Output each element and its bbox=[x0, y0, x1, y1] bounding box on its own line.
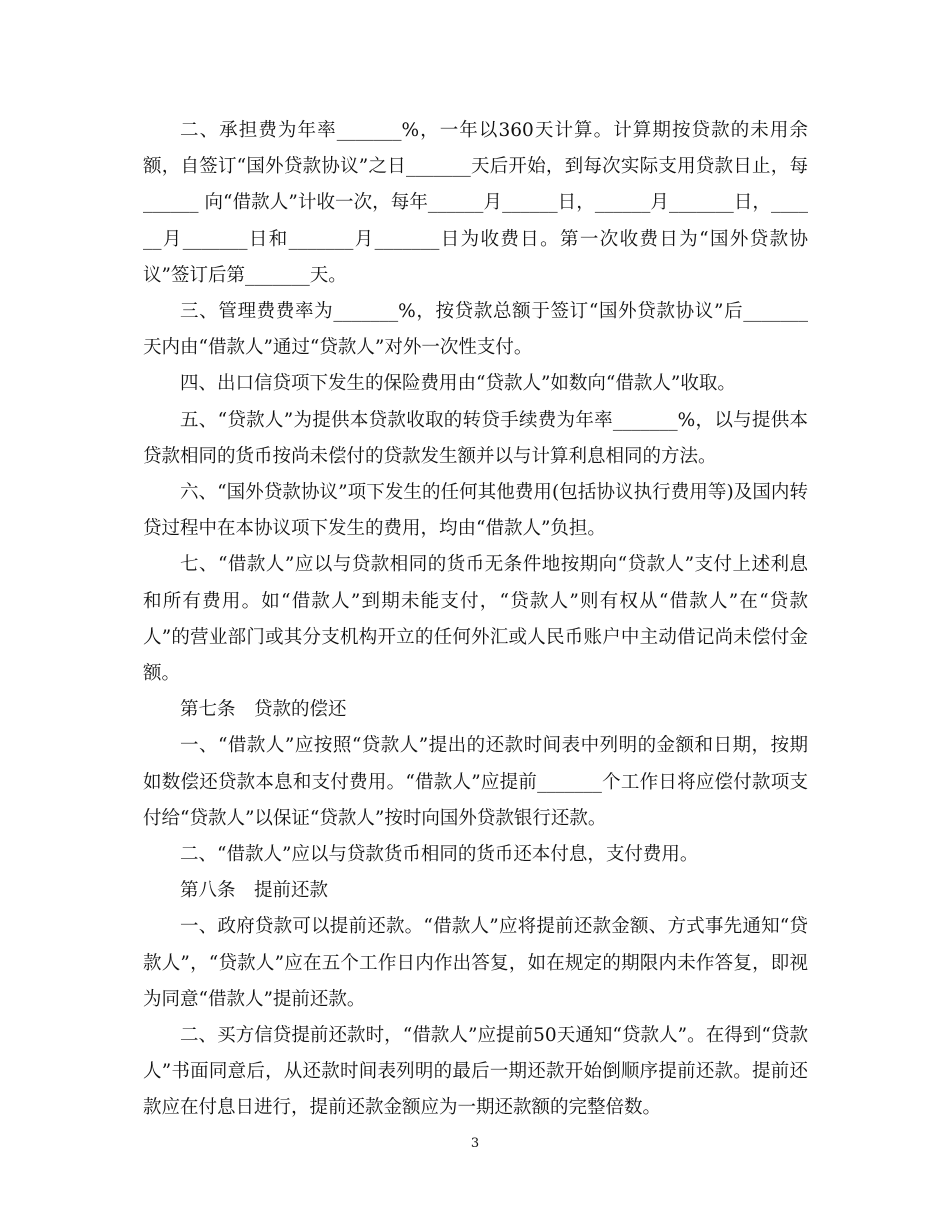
paragraph-management-fee: 三、管理费费率为_______%，按贷款总额于签订“国外贷款协议”后_______天内由“借款人”通过“贷款人”对外一次性支付。 bbox=[143, 301, 808, 359]
document-body bbox=[143, 113, 808, 1127]
paragraph-repayment-currency: 二、“借款人”应以与贷款货币相同的货币还本付息，支付费用。 bbox=[180, 844, 699, 866]
paragraph-commitment-fee: 二、承担费为年率_______%，一年以360天计算。计算期按贷款的未用余额，自签订“国外贷款协议”之日_______天后开始，到每次实际支用贷款日止，每______ 向“借款人”计收一次，每年______月______日，______月_______日，______月_______日和_______月_______日为收费日。第一次收费日为“国外贷款协议”签订后第_______天。 bbox=[143, 120, 808, 286]
paragraph-insurance-fee: 四、出口信贷项下发生的保险费用由“贷款人”如数向“借款人”收取。 bbox=[180, 373, 736, 395]
paragraph-repayment-schedule: 一、“借款人”应按照“贷款人”提出的还款时间表中列明的金额和日期，按期如数偿还贷款本息和支付费用。“借款人”应提前_______个工作日将应偿付款项支付给“贷款人”以保证“贷款人”按时向国外贷款银行还款。 bbox=[143, 735, 808, 829]
paragraph-other-fees: 六、“国外贷款协议”项下发生的任何其他费用(包括协议执行费用等)及国内转贷过程中在本协议项下发生的费用，均由“借款人”负担。 bbox=[143, 482, 808, 540]
page-number: 3 bbox=[470, 1136, 480, 1151]
paragraph-payment-obligation: 七、“借款人”应以与贷款相同的货币无条件地按期向“贷款人”支付上述利息和所有费用。如“借款人”到期未能支付，“贷款人”则有权从“借款人”在“贷款人”的营业部门或其分支机构开立的任何外汇或人民币账户中主动借记尚未偿付金额。 bbox=[143, 554, 808, 685]
paragraph-onlending-fee: 五、“贷款人”为提供本贷款收取的转贷手续费为年率_______%，以与提供本贷款相同的货币按尚未偿付的贷款发生额并以与计算利息相同的方法。 bbox=[143, 409, 808, 467]
article-8-heading: 第八条 提前还款 bbox=[180, 880, 329, 902]
paragraph-buyer-credit-prepayment: 二、买方信贷提前还款时，“借款人”应提前50天通知“贷款人”。在得到“贷款人”书面同意后，从还款时间表列明的最后一期还款开始倒顺序提前还款。提前还款应在付息日进行，提前还款金额应为一期还款额的完整倍数。 bbox=[143, 1025, 808, 1119]
article-7-heading: 第七条 贷款的偿还 bbox=[180, 699, 347, 721]
paragraph-government-prepayment: 一、政府贷款可以提前还款。“借款人”应将提前还款金额、方式事先通知“贷款人”，“贷款人”应在五个工作日内作出答复，如在规定的期限内未作答复，即视为同意“借款人”提前还款。 bbox=[143, 916, 808, 1010]
